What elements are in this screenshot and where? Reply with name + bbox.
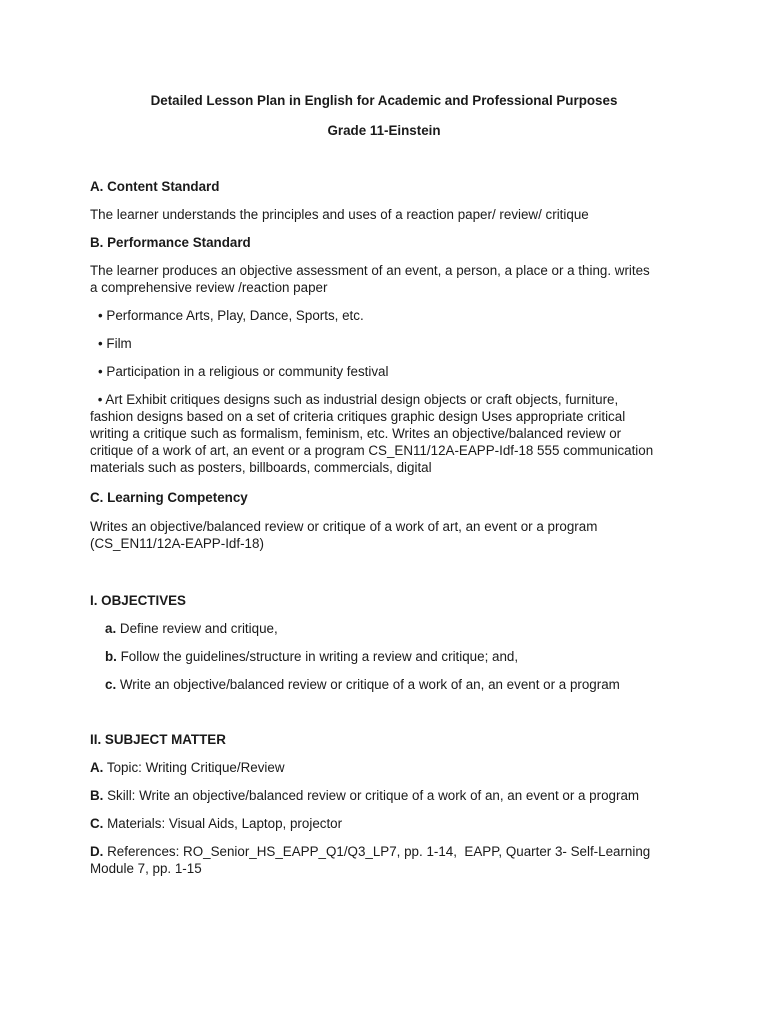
learning-competency-line: (CS_EN11/12A-EAPP-Idf-18): [90, 536, 264, 551]
objective-text: Follow the guidelines/structure in writing a review and critique; and,: [116, 649, 519, 664]
bullet-item: • Film: [98, 336, 132, 351]
subject-matter-letter: C.: [90, 816, 104, 831]
art-exhibit-line: fashion designs based on a set of criteria critiques graphic design Uses appropriate critical: [90, 409, 626, 424]
performance-standard-line: The learner produces an objective assessment of an event, a person, a place or a thing. writes: [90, 263, 650, 278]
subject-matter-letter: B.: [90, 788, 104, 803]
bullet-item: • Participation in a religious or community festival: [98, 364, 389, 379]
art-exhibit-line: critique of a work of art, an event or a program CS_EN11/12A-EAPP-Idf-18 555 communication: [90, 443, 654, 458]
subject-matter-text: Materials: Visual Aids, Laptop, projector: [103, 816, 343, 831]
performance-standard-line: a comprehensive review /reaction paper: [90, 280, 328, 295]
references-continuation: Module 7, pp. 1-15: [90, 861, 202, 876]
art-exhibit-line: materials such as posters, billboards, commercials, digital: [90, 460, 432, 475]
objectives-heading: I. OBJECTIVES: [90, 593, 186, 608]
objective-text: Define review and critique,: [116, 621, 278, 636]
document-subtitle: Grade 11-Einstein: [327, 123, 441, 138]
objective-item: [105, 620, 278, 637]
art-exhibit-line: writing a critique such as formalism, feminism, etc. Writes an objective/balanced review or: [90, 426, 622, 441]
objective-letter: b.: [105, 649, 117, 664]
document-title: Detailed Lesson Plan in English for Academic and Professional Purposes: [150, 93, 618, 108]
performance-standard-heading: B. Performance Standard: [90, 235, 251, 250]
objective-item: [105, 648, 518, 665]
subject-matter-heading: II. SUBJECT MATTER: [90, 732, 226, 747]
bullet-item: • Performance Arts, Play, Dance, Sports, etc.: [98, 308, 364, 323]
content-standard-text: The learner understands the principles and uses of a reaction paper/ review/ critique: [90, 207, 589, 222]
learning-competency-heading: C. Learning Competency: [90, 490, 248, 505]
objective-letter: c.: [105, 677, 117, 692]
learning-competency-line: Writes an objective/balanced review or critique of a work of art, an event or a program: [90, 519, 598, 534]
subject-matter-text: Skill: Write an objective/balanced review or critique of a work of an, an event or a program: [103, 788, 640, 803]
objective-item: [105, 676, 620, 693]
subject-matter-text: References: RO_Senior_HS_EAPP_Q1/Q3_LP7, pp. 1-14, EAPP, Quarter 3- Self-Learning: [103, 844, 651, 859]
objective-text: Write an objective/balanced review or critique of a work of an, an event or a program: [116, 677, 620, 692]
subject-matter-letter: A.: [90, 760, 104, 775]
objective-letter: a.: [105, 621, 117, 636]
subject-matter-item: [90, 759, 285, 776]
content-standard-heading: A. Content Standard: [90, 179, 220, 194]
subject-matter-letter: D.: [90, 844, 104, 859]
subject-matter-text: Topic: Writing Critique/Review: [103, 760, 285, 775]
art-exhibit-line: • Art Exhibit critiques designs such as industrial design objects or craft objects, furniture,: [94, 392, 619, 407]
subject-matter-item: [90, 815, 342, 832]
subject-matter-item: [90, 843, 650, 860]
subject-matter-item: [90, 787, 639, 804]
